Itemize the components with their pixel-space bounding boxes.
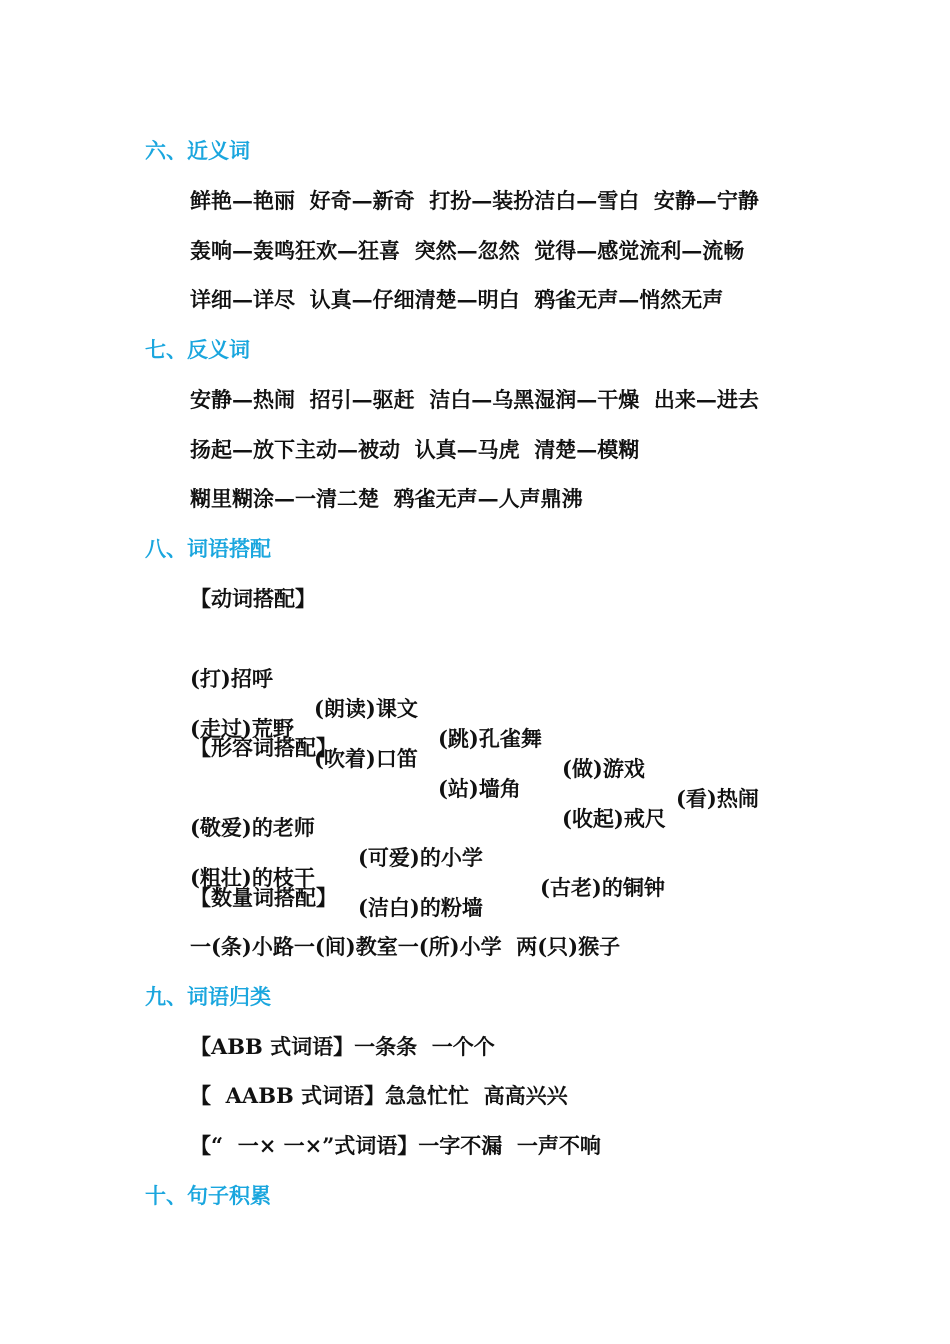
synonym-line-3: 详细—详尽 认真—仔细清楚—明白 鸦雀无声—悄然无声 — [190, 287, 724, 312]
quantifier-collocation-tag: 【数量词搭配】 — [190, 885, 337, 910]
antonym-line-1: 安静—热闹 招引—驱赶 洁白—乌黑湿润—干燥 出来—进去 — [190, 387, 759, 412]
collocation-item: (朗读)课文 — [314, 696, 418, 721]
word-category-aabb: 【 AABB 式词语】急急忙忙 高高兴兴 — [190, 1083, 568, 1108]
collocation-item: (粗壮)的枝干 — [190, 865, 315, 890]
section-6-heading: 六、近义词 — [145, 139, 250, 163]
adjective-collocation-tag: 【形容词搭配】 — [190, 735, 337, 760]
word-category-abb: 【ABB 式词语】一条条 一个个 — [190, 1034, 495, 1059]
antonym-line-2: 扬起—放下主动—被动 认真—马虎 清楚—模糊 — [190, 437, 640, 462]
collocation-item: (古老)的铜钟 — [540, 875, 665, 900]
collocation-item: (吹着)口笛 — [314, 746, 418, 771]
collocation-item: (站)墙角 — [438, 776, 521, 801]
collocation-item: (可爱)的小学 — [358, 845, 483, 870]
quantifier-collocation-line: 一(条)小路一(间)教室一(所)小学 两(只)猴子 — [190, 934, 621, 959]
antonym-line-3: 糊里糊涂—一清二楚 鸦雀无声—人声鼎沸 — [190, 486, 583, 511]
collocation-item: (打)招呼 — [190, 666, 273, 691]
collocation-item: (洁白)的粉墙 — [358, 895, 483, 920]
collocation-item: (看)热闹 — [676, 786, 759, 811]
section-7-heading: 七、反义词 — [145, 338, 250, 362]
collocation-item: (走过)荒野 — [190, 716, 294, 741]
section-9-heading: 九、词语归类 — [145, 985, 271, 1009]
synonym-line-2: 轰响—轰鸣狂欢—狂喜 突然—忽然 觉得—感觉流利—流畅 — [190, 238, 745, 263]
collocation-item: (敬爱)的老师 — [190, 815, 315, 840]
collocation-item: (跳)孔雀舞 — [438, 726, 542, 751]
synonym-line-1: 鲜艳—艳丽 好奇—新奇 打扮—装扮洁白—雪白 安静—宁静 — [190, 188, 759, 213]
collocation-item: (收起)戒尺 — [562, 806, 666, 831]
verb-collocation-tag: 【动词搭配】 — [190, 586, 316, 611]
section-8-heading: 八、词语搭配 — [145, 537, 271, 561]
word-category-yi-x-yi-x: 【“ 一× 一×”式词语】一字不漏 一声不响 — [190, 1133, 601, 1158]
collocation-item: (做)游戏 — [562, 756, 645, 781]
section-10-heading: 十、句子积累 — [145, 1184, 271, 1208]
